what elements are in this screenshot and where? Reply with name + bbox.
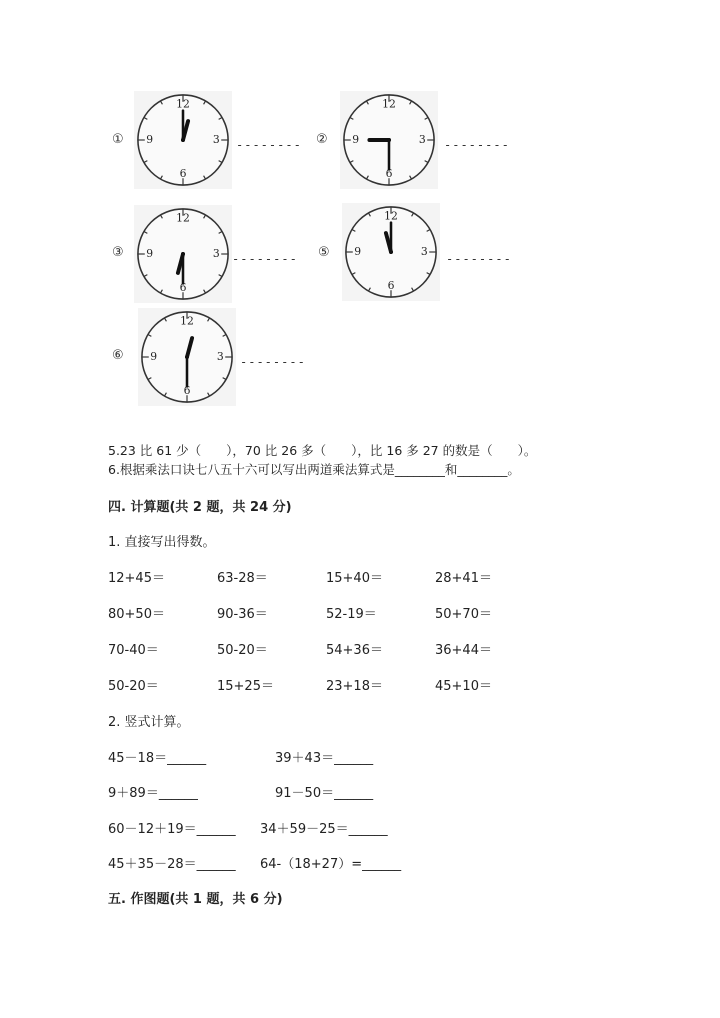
mental-math-item: 70-40＝ <box>108 643 159 658</box>
clock-numeral: 6 <box>183 384 191 398</box>
mental-math-item: 28+41＝ <box>435 571 492 586</box>
clock-numeral: 3 <box>212 246 220 260</box>
clock-face-3 <box>134 205 232 303</box>
clock-numeral: 12 <box>384 209 398 223</box>
answer-blank-5: -------- <box>446 252 512 266</box>
clock-numeral: 9 <box>150 349 158 363</box>
section-4-heading: 四. 计算题(共 2 题，共 24 分) <box>108 500 292 515</box>
clock-numeral: 12 <box>176 97 190 111</box>
clock-face-5 <box>342 203 440 301</box>
clock-numeral: 9 <box>354 244 362 258</box>
clock-face-1 <box>134 91 232 189</box>
vertical-calc-item: 64-（18+27）=______ <box>260 857 402 872</box>
clock-label-2: ② <box>316 132 328 147</box>
answer-blank-3: -------- <box>232 252 298 266</box>
clock-center <box>181 252 185 256</box>
clock-numeral: 12 <box>180 314 194 328</box>
part-1-title: 1. 直接写出得数。 <box>108 535 216 550</box>
mental-math-item: 15+25＝ <box>217 679 274 694</box>
clock-face-6 <box>138 308 236 406</box>
clock-numeral: 3 <box>420 244 428 258</box>
vertical-calc-item: 39＋43＝______ <box>275 751 374 766</box>
mental-math-item: 50-20＝ <box>217 643 268 658</box>
vertical-calc-item: 34＋59－25＝______ <box>260 822 388 837</box>
clock-numeral: 6 <box>385 167 393 181</box>
answer-blank-1: -------- <box>236 138 302 152</box>
question-6: 6.根据乘法口诀七八五十六可以写出两道乘法算式是________和________。 <box>108 462 520 477</box>
clock-label-3: ③ <box>112 245 124 260</box>
clock-numeral: 3 <box>418 132 426 146</box>
answer-blank-2: -------- <box>444 138 510 152</box>
answer-blank-6: -------- <box>240 355 306 369</box>
clock-center <box>389 250 393 254</box>
clock-numeral: 9 <box>146 246 154 260</box>
clock-face-2 <box>340 91 438 189</box>
clock-numeral: 9 <box>352 132 360 146</box>
clock-center <box>185 355 189 359</box>
clock-numeral: 12 <box>382 97 396 111</box>
vertical-calc-item: 91－50＝______ <box>275 786 374 801</box>
mental-math-item: 50+70＝ <box>435 607 492 622</box>
clock-label-5: ⑤ <box>318 245 330 260</box>
mental-math-item: 90-36＝ <box>217 607 268 622</box>
clock-numeral: 3 <box>216 349 224 363</box>
clock-numeral: 6 <box>387 279 395 293</box>
vertical-calc-item: 45－18＝______ <box>108 751 207 766</box>
mental-math-item: 50-20＝ <box>108 679 159 694</box>
clock-center <box>387 138 391 142</box>
clock-center <box>181 138 185 142</box>
clock-numeral: 12 <box>176 211 190 225</box>
mental-math-item: 45+10＝ <box>435 679 492 694</box>
part-2-title: 2. 竖式计算。 <box>108 715 190 730</box>
clock-label-6: ⑥ <box>112 348 124 363</box>
section-5-heading: 五. 作图题(共 1 题，共 6 分) <box>108 892 283 907</box>
mental-math-item: 52-19＝ <box>326 607 377 622</box>
clock-numeral: 6 <box>179 167 187 181</box>
clock-numeral: 3 <box>212 132 220 146</box>
mental-math-item: 15+40＝ <box>326 571 383 586</box>
clock-label-1: ① <box>112 132 124 147</box>
vertical-calc-item: 60－12＋19＝______ <box>108 822 236 837</box>
question-5: 5.23 比 61 少（ ），70 比 26 多（ ），比 16 多 27 的数是（ ）。 <box>108 443 537 458</box>
mental-math-item: 23+18＝ <box>326 679 383 694</box>
mental-math-item: 12+45＝ <box>108 571 165 586</box>
clock-numeral: 9 <box>146 132 154 146</box>
mental-math-item: 80+50＝ <box>108 607 165 622</box>
clock-numeral: 6 <box>179 281 187 295</box>
mental-math-item: 63-28＝ <box>217 571 268 586</box>
mental-math-item: 36+44＝ <box>435 643 492 658</box>
vertical-calc-item: 9＋89＝______ <box>108 786 198 801</box>
mental-math-item: 54+36＝ <box>326 643 383 658</box>
vertical-calc-item: 45＋35－28＝______ <box>108 857 236 872</box>
